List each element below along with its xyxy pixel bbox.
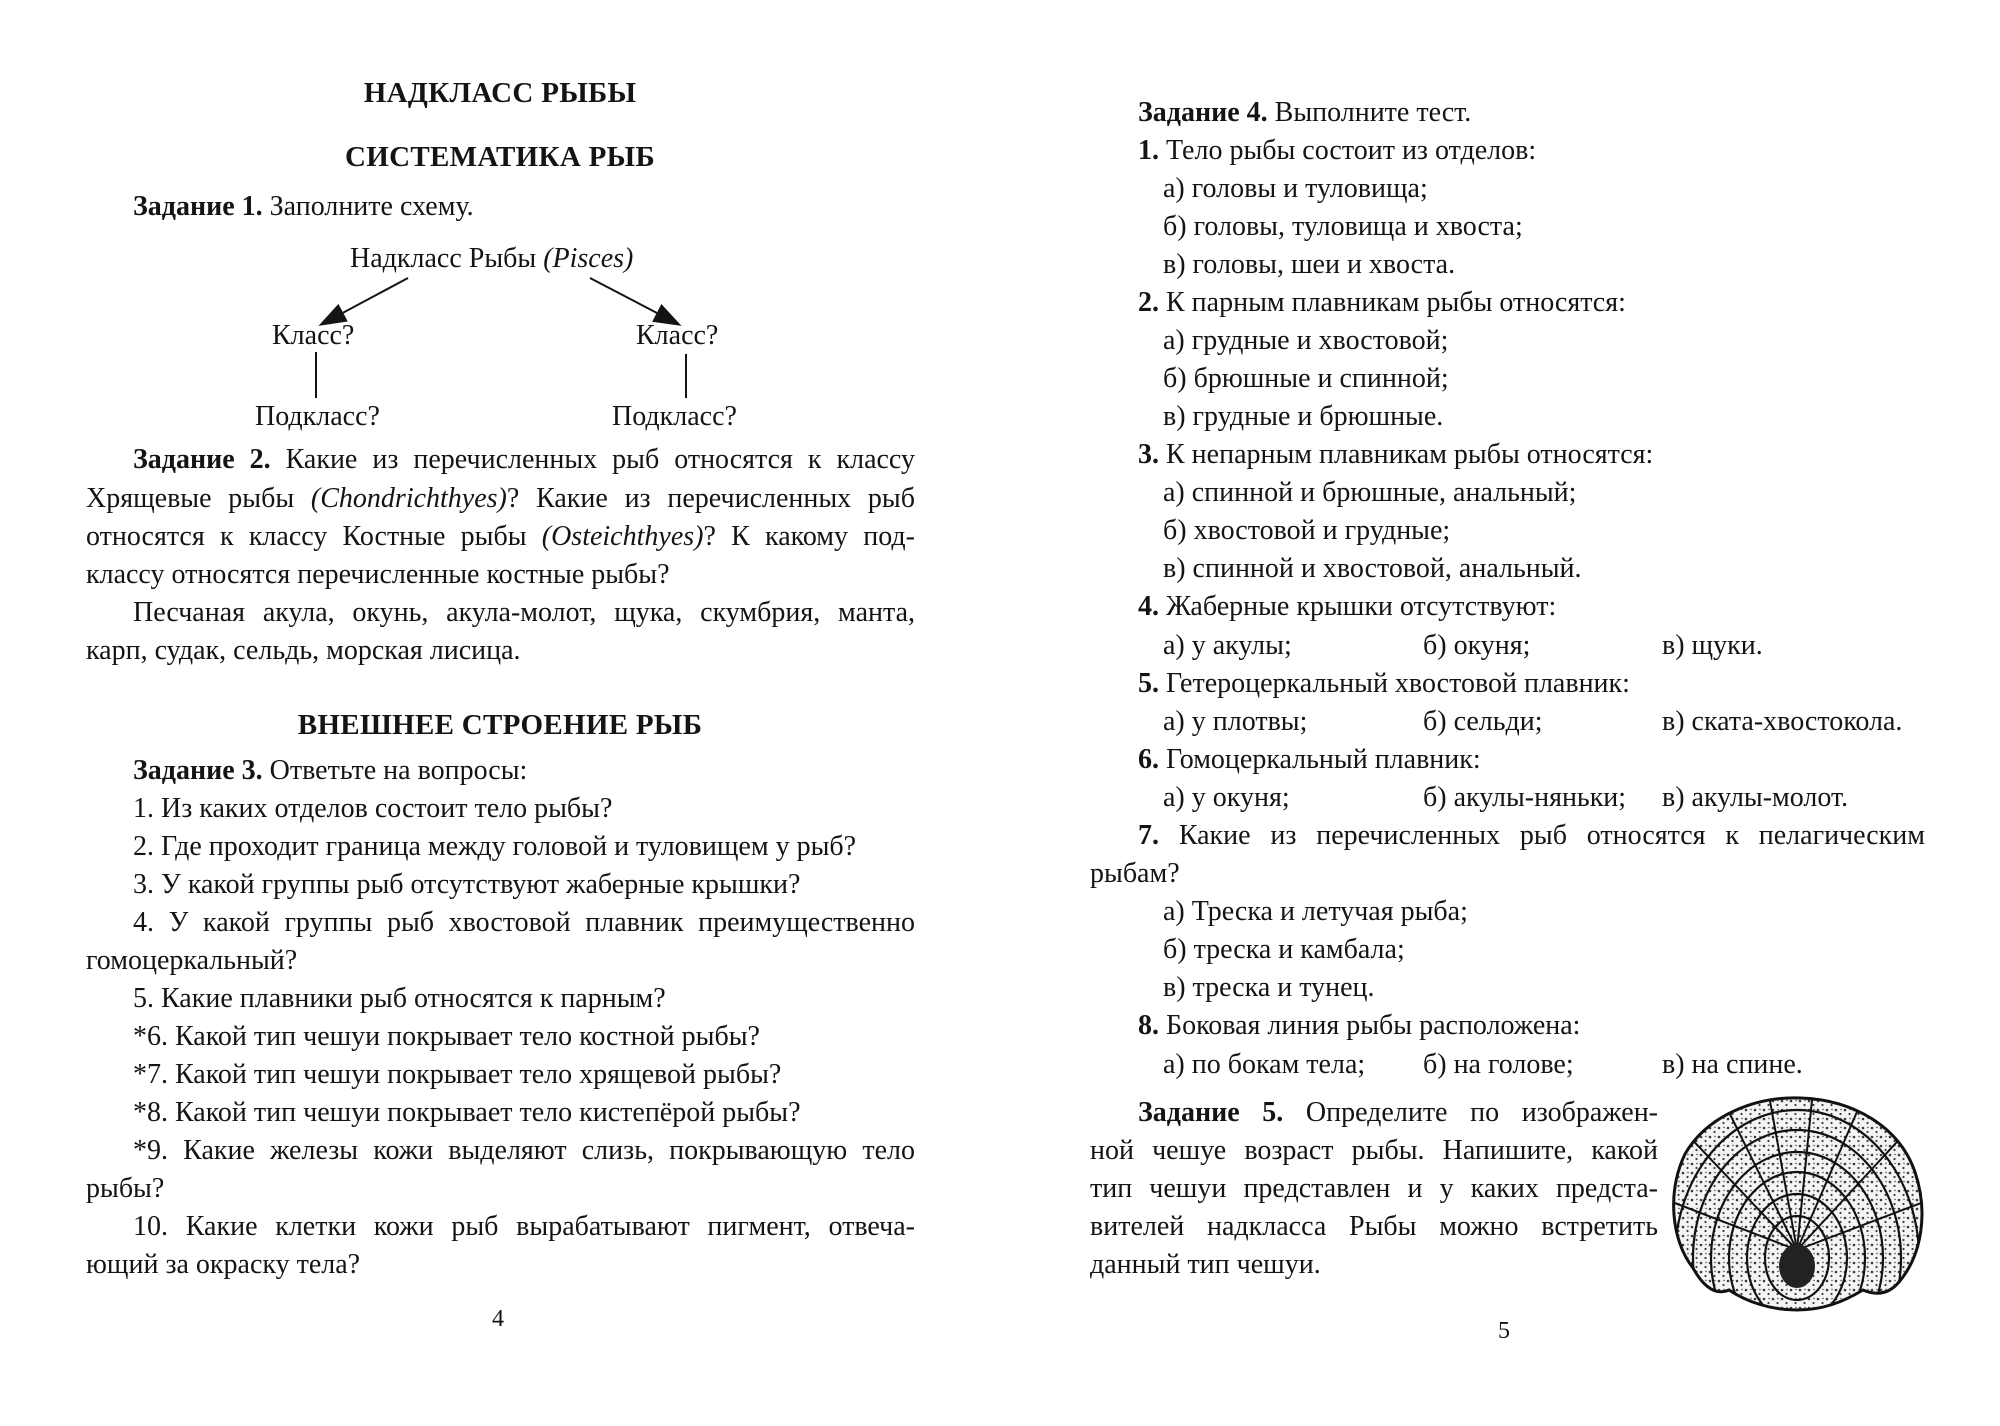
test-q7-text-cont: рыбам? (1090, 858, 1180, 889)
test-q8 (1138, 1007, 1580, 1045)
task3-line (133, 752, 527, 790)
test-q6-option-b: б) акулы-няньки; (1423, 782, 1627, 813)
task3-q3: 3. У какой группы рыб отсутствуют жаберные крышки? (133, 869, 801, 900)
task2-latin-osteichthyes: (Osteichthyes) (541, 521, 704, 552)
section-title-external-structure: ВНЕШНЕЕ СТРОЕНИЕ РЫБ (297, 709, 703, 741)
test-q8-text: Боковая линия рыбы расположена: (1159, 1010, 1581, 1041)
test-q5-text: Гетероцеркальный хвостовой плавник: (1159, 668, 1630, 699)
task4-text: Выполните тест. (1267, 97, 1472, 128)
task2-line5: Песчаная акула, окунь, акула-молот, щука, скумбрия, манта, (133, 597, 915, 628)
task2-line6: карп, судак, сельдь, морская лисица. (86, 635, 521, 666)
test-q3-num: 3. (1138, 439, 1159, 470)
test-q8-num: 8. (1138, 1010, 1159, 1041)
scheme-root-latin: (Pisces) (543, 243, 634, 274)
task3-q2: 2. Где проходит граница между головой и туловищем у рыб? (133, 831, 857, 862)
test-q2-option-b: б) брюшные и спинной; (1163, 363, 1449, 394)
task4-line (1138, 94, 1471, 132)
test-q4-num: 4. (1138, 591, 1159, 622)
test-q7-option-b: б) треска и камбала; (1163, 934, 1405, 965)
task3-text: Ответьте на вопросы: (262, 755, 528, 786)
scheme-connectors (0, 0, 1000, 440)
task4-label: Задание 4. (1138, 97, 1268, 128)
test-q8-option-a: а) по бокам тела; (1163, 1049, 1366, 1080)
task3-q10b: ющий за окраску тела? (86, 1249, 361, 1280)
page-number-left: 4 (492, 1306, 504, 1332)
task2-line3a: относятся к классу Костные рыбы (86, 521, 542, 552)
task2-line4: классу относятся перечисленные костные рыбы? (86, 559, 670, 590)
task5-line1 (1138, 1094, 1658, 1132)
task2-line2a: Хрящевые рыбы (86, 483, 311, 514)
task5-line5: данный тип чешуи. (1090, 1249, 1321, 1280)
task2-line2 (86, 480, 915, 518)
task3-q8: *8. Какой тип чешуи покрывает тело кистепёрой рыбы? (133, 1097, 801, 1128)
test-q7 (1138, 817, 1925, 855)
test-q2 (1138, 284, 1626, 322)
task3-q5: 5. Какие плавники рыб относятся к парным? (133, 983, 666, 1014)
task3-q10a: 10. Какие клетки кожи рыб вырабатывают пигмент, отвеча- (133, 1211, 915, 1242)
test-q3-option-a: а) спинной и брюшные, анальный; (1163, 477, 1577, 508)
task2-latin-chondrichthyes: (Chondrichthyes) (310, 483, 507, 514)
task5-line2: ной чешуе возраст рыбы. Напишите, какой (1090, 1135, 1658, 1166)
test-q5-option-a: а) у плотвы; (1163, 706, 1308, 737)
test-q1-num: 1. (1138, 135, 1159, 166)
test-q1-option-a: а) головы и туловища; (1163, 173, 1428, 204)
test-q5-option-b: б) сельди; (1423, 706, 1543, 737)
test-q1-option-c: в) головы, шеи и хвоста. (1163, 249, 1456, 280)
test-q4-text: Жаберные крышки отсутствуют: (1159, 591, 1557, 622)
test-q2-num: 2. (1138, 287, 1159, 318)
scheme-class-right: Класс? (636, 320, 719, 351)
test-q6 (1138, 741, 1481, 779)
page-title: НАДКЛАСС РЫБЫ (363, 77, 637, 109)
task2-line1 (133, 441, 915, 479)
scheme-subclass-left: Подкласс? (255, 401, 380, 432)
page-number-right: 5 (1498, 1318, 1510, 1344)
test-q7-option-a: а) Треска и летучая рыба; (1163, 896, 1468, 927)
scheme-class-left: Класс? (272, 320, 355, 351)
test-q7-option-c: в) треска и тунец. (1163, 972, 1375, 1003)
test-q7-num: 7. (1138, 820, 1159, 851)
task5-line4: вителей надкласса Рыбы можно встретить (1090, 1211, 1658, 1242)
test-q2-option-c: в) грудные и брюшные. (1163, 401, 1444, 432)
test-q6-option-a: а) у окуня; (1163, 782, 1290, 813)
task2-label: Задание 2. (133, 444, 271, 475)
task5-line1-text: Определите по изображен- (1283, 1097, 1659, 1128)
task2-line1-text: Какие из перечисленных рыб относятся к классу (270, 444, 915, 475)
test-q1-text: Тело рыбы состоит из отделов: (1159, 135, 1537, 166)
test-q6-num: 6. (1138, 744, 1159, 775)
test-q5 (1138, 665, 1630, 703)
test-q1 (1138, 132, 1536, 170)
test-q6-option-c: в) акулы-молот. (1662, 782, 1849, 813)
task3-q9a: *9. Какие железы кожи выделяют слизь, покрывающую тело (133, 1135, 915, 1166)
test-q1-option-b: б) головы, туловища и хвоста; (1163, 211, 1523, 242)
task3-q1: 1. Из каких отделов состоит тело рыбы? (133, 793, 613, 824)
section-title-systematics: СИСТЕМАТИКА РЫБ (345, 141, 655, 173)
test-q4-option-b: б) окуня; (1423, 630, 1531, 661)
task3-q6: *6. Какой тип чешуи покрывает тело костной рыбы? (133, 1021, 760, 1052)
task5-line3: тип чешуи представлен и у каких предста- (1090, 1173, 1658, 1204)
test-q4 (1138, 588, 1556, 626)
task2-line3 (86, 518, 915, 556)
test-q8-option-b: б) на голове; (1423, 1049, 1574, 1080)
task5-label: Задание 5. (1138, 1097, 1284, 1128)
test-q5-option-c: в) ската-хвостокола. (1662, 706, 1903, 737)
test-q7-text: Какие из перечисленных рыб относятся к пелагическим (1159, 820, 1925, 851)
task3-q4a: 4. У какой группы рыб хвостовой плавник преимущественно (133, 907, 915, 938)
task2-line3b: ? К какому под- (703, 521, 915, 552)
test-q5-num: 5. (1138, 668, 1159, 699)
scheme-root-text: Надкласс Рыбы (350, 243, 544, 274)
test-q6-text: Гомоцеркальный плавник: (1159, 744, 1481, 775)
scheme-subclass-right: Подкласс? (612, 401, 737, 432)
test-q4-option-a: а) у акулы; (1163, 630, 1292, 661)
test-q8-option-c: в) на спине. (1662, 1049, 1803, 1080)
test-q2-text: К парным плавникам рыбы относятся: (1159, 287, 1626, 318)
task3-label: Задание 3. (133, 755, 263, 786)
test-q3-option-b: б) хвостовой и грудные; (1163, 515, 1451, 546)
task1-text: Заполните схему. (262, 191, 474, 222)
fish-scale-illustration (1663, 1090, 1933, 1320)
test-q2-option-a: а) грудные и хвостовой; (1163, 325, 1449, 356)
task3-q4b: гомоцеркальный? (86, 945, 298, 976)
task1-label: Задание 1. (133, 191, 263, 222)
test-q3-option-c: в) спинной и хвостовой, анальный. (1163, 553, 1582, 584)
test-q3 (1138, 436, 1653, 474)
task3-q7: *7. Какой тип чешуи покрывает тело хрящевой рыбы? (133, 1059, 782, 1090)
task3-q9b: рыбы? (86, 1173, 165, 1204)
task2-line2b: ? Какие из перечисленных рыб (506, 483, 915, 514)
test-q3-text: К непарным плавникам рыбы относятся: (1159, 439, 1654, 470)
test-q4-option-c: в) щуки. (1662, 630, 1763, 661)
